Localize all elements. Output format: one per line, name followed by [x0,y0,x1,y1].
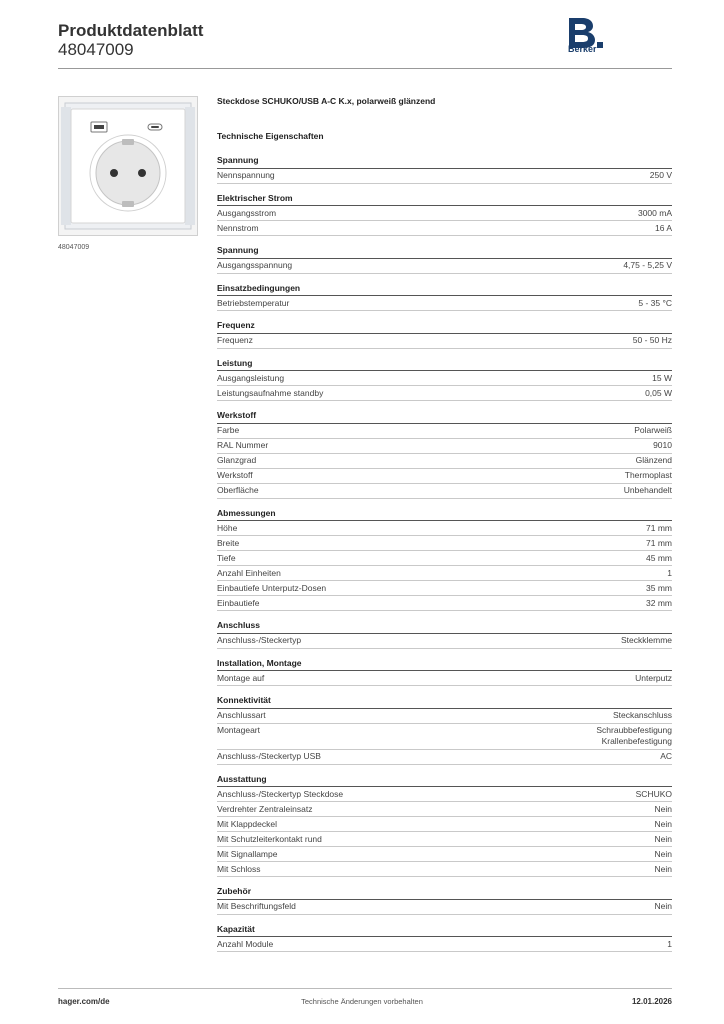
spec-label: Einbautiefe [217,597,260,608]
spec-group-title: Spannung [217,245,672,259]
document-title: Produktdatenblatt [58,21,204,40]
spec-label: Ausgangsleistung [217,372,285,383]
spec-value: 3000 mA [637,207,672,218]
spec-label: Leistungsaufnahme standby [217,387,324,398]
spec-row [217,259,672,274]
spec-label: Tiefe [217,552,236,563]
spec-label: Ausgangsstrom [217,207,277,218]
spec-group [217,358,672,402]
spec-label: Nennspannung [217,170,275,180]
spec-row [217,832,672,847]
spec-value: Nein [654,901,672,911]
spec-group-title: Spannung [217,155,672,169]
spec-group [217,886,672,915]
spec-row [217,847,672,862]
spec-label: Anzahl Module [217,938,274,949]
spec-row [217,469,672,484]
spec-group-title: Kapazität [217,924,672,938]
spec-row [217,862,672,877]
spec-value: 0,05 W [645,387,672,398]
spec-label: Glanzgrad [217,455,257,465]
spec-row [217,551,672,566]
spec-group [217,695,672,765]
spec-value: Steckklemme [620,635,672,645]
spec-row [217,634,672,649]
spec-label: Mit Signallampe [217,848,278,859]
spec-value: Glänzend [635,455,672,465]
spec-row [217,671,672,686]
spec-value: SCHUKO [635,788,672,799]
spec-row [217,802,672,817]
spec-group [217,508,672,612]
spec-row [217,709,672,724]
spec-row [217,900,672,915]
spec-label: Verdrehter Zentraleinsatz [217,803,313,814]
spec-value: Nein [654,863,672,874]
spec-value: 16 A [654,222,672,233]
spec-value: 15 W [652,372,672,383]
spec-label: Mit Beschriftungsfeld [217,901,296,911]
spec-row [217,221,672,236]
spec-value: 32 mm [646,597,672,608]
spec-value: Nein [654,833,672,844]
spec-row [217,724,672,750]
spec-value: 4,75 - 5,25 V [623,260,672,270]
logo-wordmark: Berker [568,44,597,54]
spec-label: Ausgangsspannung [217,260,293,270]
spec-value: Polarweiß [634,425,672,435]
spec-label: Breite [217,537,240,548]
spec-group-title: Konnektivität [217,695,672,709]
spec-group [217,155,672,184]
spec-value: Unbehandelt [623,485,672,495]
spec-value: Nein [654,803,672,814]
spec-group [217,283,672,312]
spec-label: Farbe [217,425,240,435]
spec-row [217,439,672,454]
spec-row [217,454,672,469]
spec-group [217,193,672,237]
spec-label: Nennstrom [217,222,259,233]
spec-row [217,787,672,802]
spec-row [217,937,672,952]
spec-value: 1 [667,938,672,949]
spec-group-title: Frequenz [217,320,672,334]
socket-illustration [59,97,197,235]
spec-label: Anschluss-/Steckertyp USB [217,751,321,761]
spec-group-title: Zubehör [217,886,672,900]
spec-row [217,334,672,349]
footer-divider [58,988,672,989]
spec-label: Montage auf [217,672,265,683]
spec-group-title: Elektrischer Strom [217,193,672,207]
spec-group [217,620,672,649]
product-image [58,96,198,236]
article-number: 48047009 [58,40,134,59]
spec-label: RAL Nummer [217,440,269,450]
spec-label: Frequenz [217,335,253,345]
spec-value: 71 mm [646,522,672,533]
spec-label: Mit Schloss [217,863,261,874]
image-caption: 48047009 [58,244,90,251]
spec-row [217,566,672,581]
spec-row [217,536,672,551]
spec-value: Steckanschluss [612,710,672,720]
spec-value: Nein [654,818,672,829]
spec-group-title: Installation, Montage [217,658,672,672]
spec-group-title: Abmessungen [217,508,672,522]
spec-value: 35 mm [646,582,672,593]
spec-group [217,924,672,953]
spec-label: Anschluss-/Steckertyp Steckdose [217,788,344,799]
footer-disclaimer: Technische Änderungen vorbehalten [301,997,423,1006]
spec-row [217,169,672,184]
spec-value: 250 V [649,170,672,180]
spec-group [217,774,672,878]
spec-group [217,658,672,687]
spec-value: 5 - 35 °C [638,297,672,308]
spec-row [217,581,672,596]
spec-label: Anschluss-/Steckertyp [217,635,302,645]
spec-row [217,750,672,765]
spec-value: Schraubbefestigung Krallenbefestigung [596,725,672,746]
spec-group-title: Werkstoff [217,410,672,424]
spec-group [217,245,672,274]
spec-row [217,371,672,386]
spec-label: Mit Klappdeckel [217,818,278,829]
specification-table [217,155,672,961]
spec-label: Werkstoff [217,470,253,480]
spec-row [217,206,672,221]
spec-label: Höhe [217,522,238,533]
spec-value: 71 mm [646,537,672,548]
product-title: Steckdose SCHUKO/USB A-C K.x, polarweiß glänzend [217,96,436,106]
spec-value: 50 - 50 Hz [632,335,672,345]
spec-group-title: Ausstattung [217,774,672,788]
spec-value: 45 mm [646,552,672,563]
spec-label: Einbautiefe Unterputz-Dosen [217,582,327,593]
spec-value: Unterputz [635,672,672,683]
spec-label: Montageart [217,725,260,735]
spec-value: 1 [667,567,672,578]
spec-row [217,521,672,536]
spec-group-title: Leistung [217,358,672,372]
spec-row [217,596,672,611]
spec-label: Oberfläche [217,485,259,495]
section-heading: Technische Eigenschaften [217,131,324,141]
spec-label: Betriebstemperatur [217,297,290,308]
spec-group [217,410,672,499]
spec-value: AC [660,751,672,761]
spec-row [217,424,672,439]
spec-value: Nein [654,848,672,859]
header-divider [58,68,672,69]
spec-value: 9010 [653,440,672,450]
spec-value: Thermoplast [624,470,672,480]
spec-label: Anschlussart [217,710,266,720]
spec-label: Anzahl Einheiten [217,567,281,578]
spec-row [217,386,672,401]
spec-group-title: Einsatzbedingungen [217,283,672,297]
spec-row [217,484,672,499]
spec-group-title: Anschluss [217,620,672,634]
spec-row [217,296,672,311]
spec-group [217,320,672,349]
spec-label: Mit Schutzleiterkontakt rund [217,833,322,844]
footer-date: 12.01.2026 [631,997,672,1006]
spec-row [217,817,672,832]
footer-website: hager.com/de [58,997,110,1006]
